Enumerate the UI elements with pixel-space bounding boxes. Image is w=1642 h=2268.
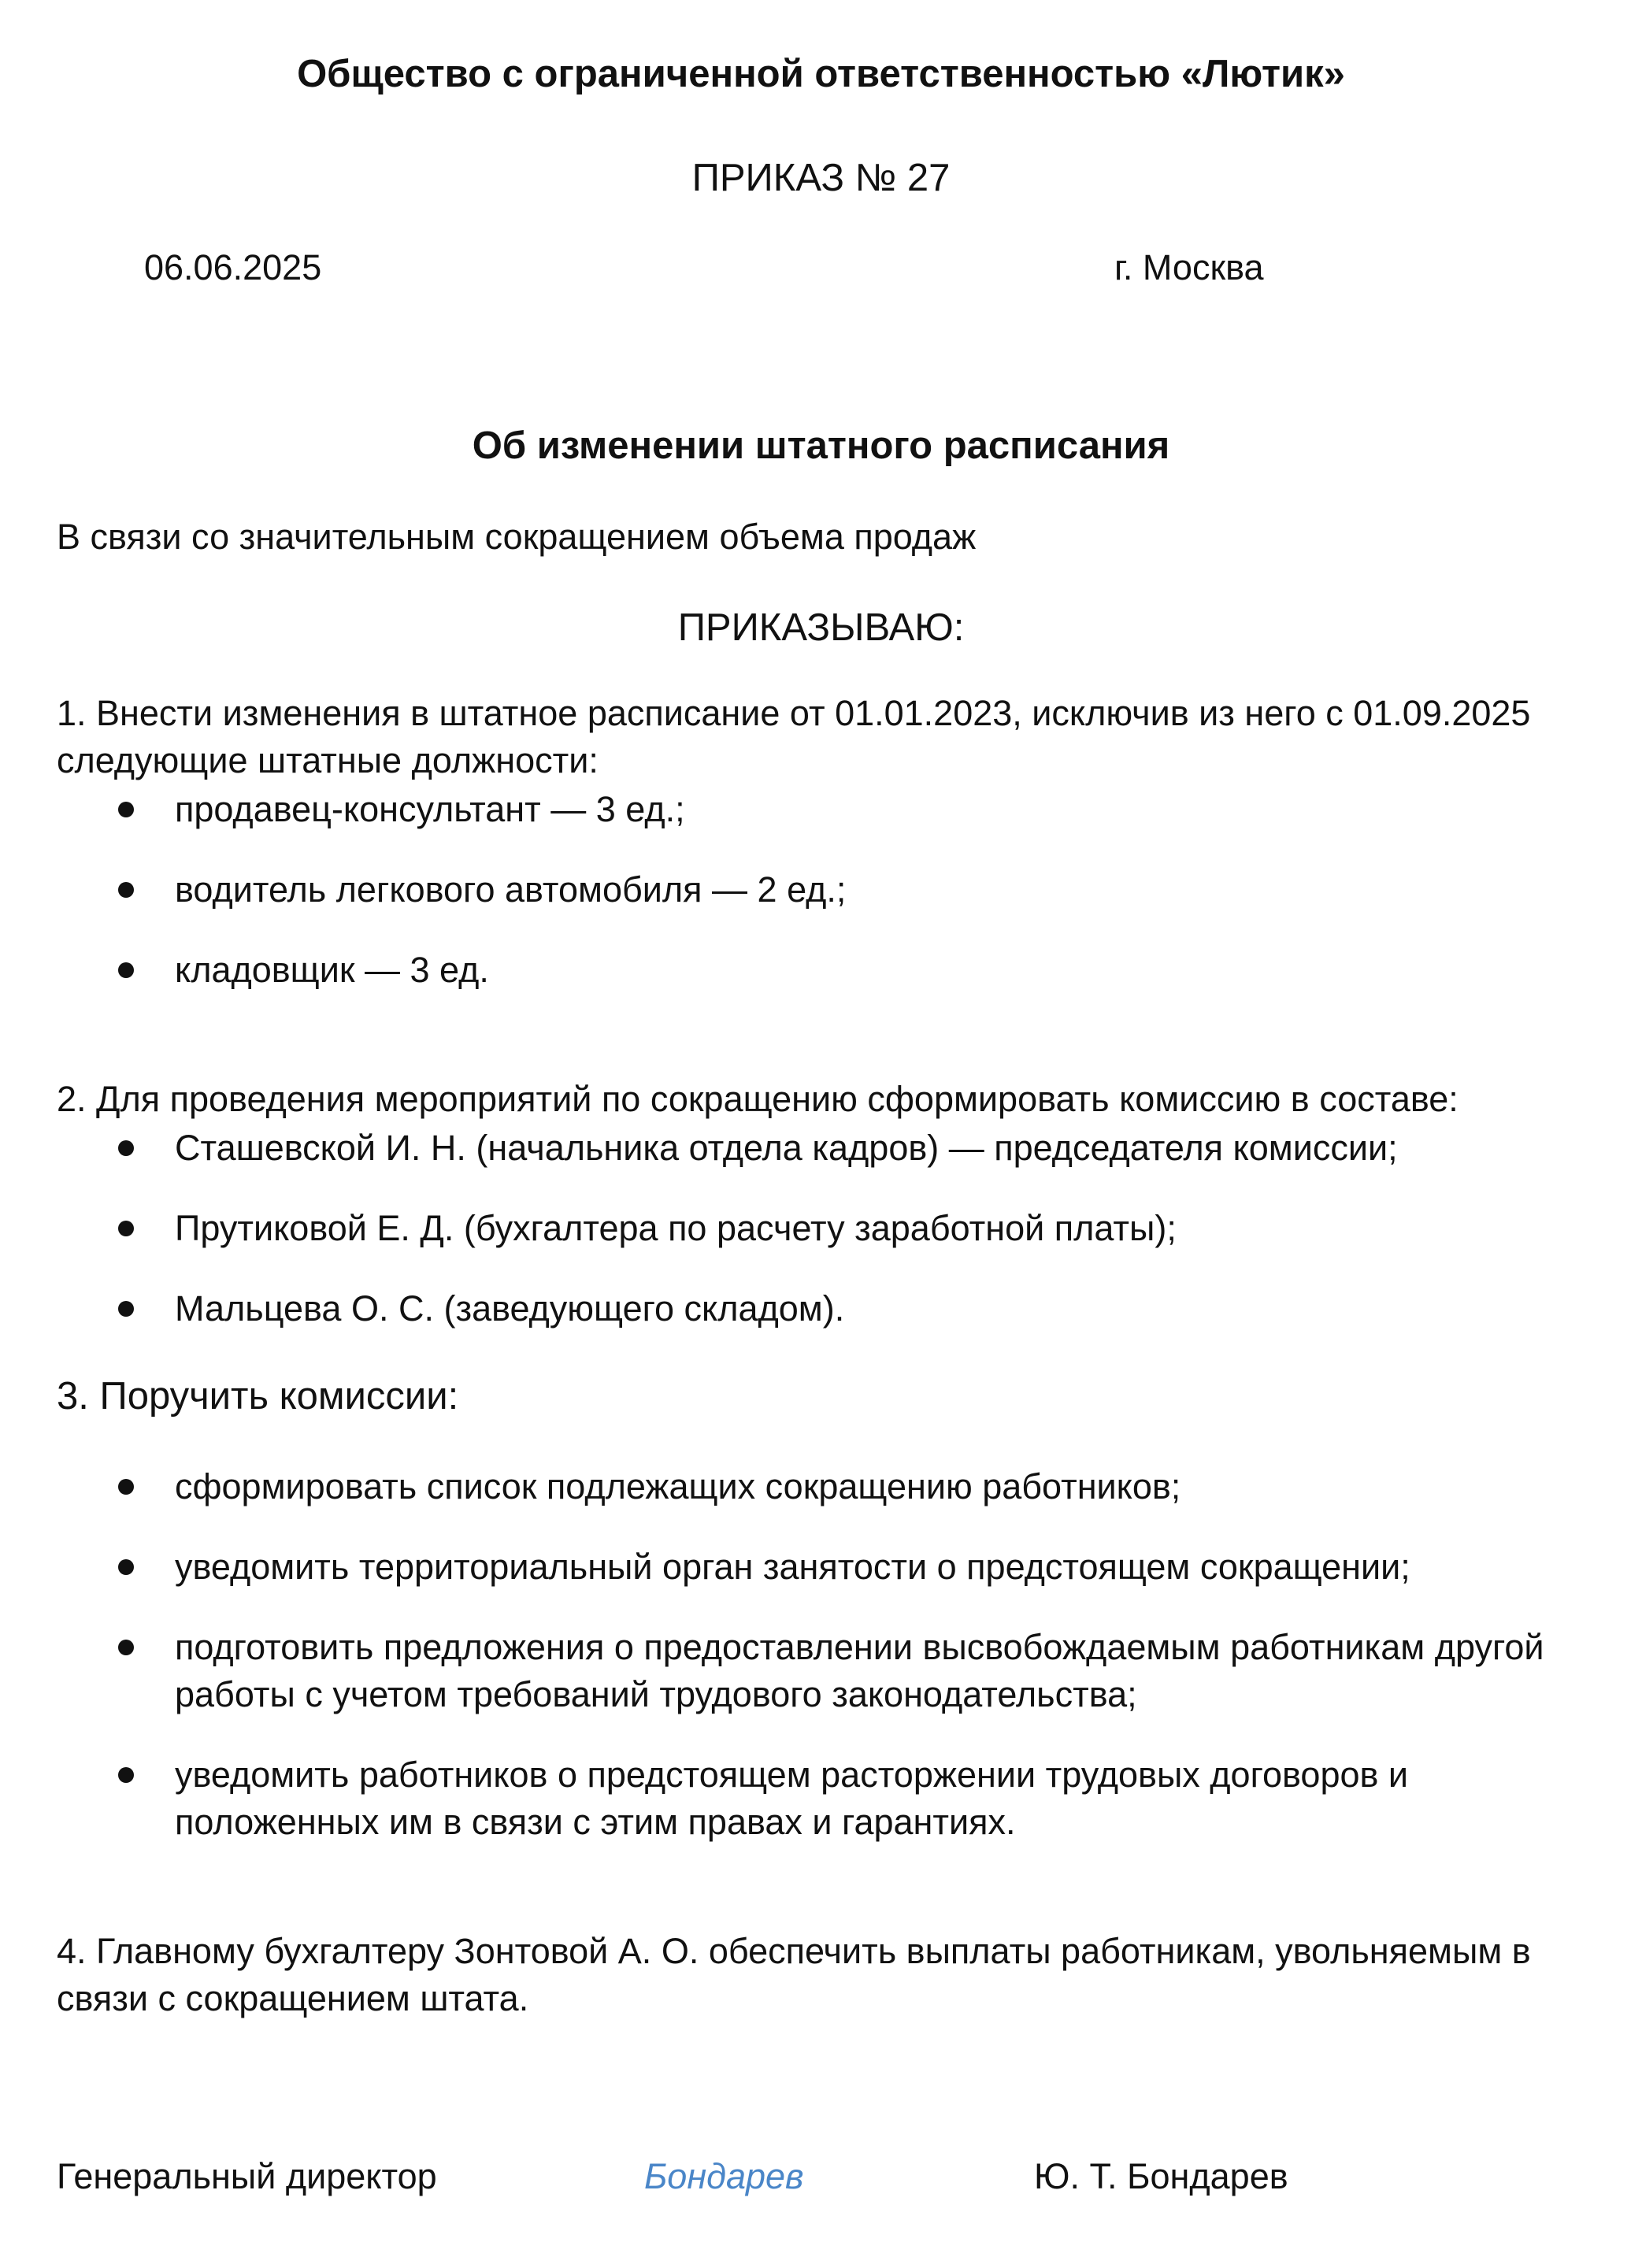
order-date: 06.06.2025 bbox=[144, 247, 322, 287]
list-item-continuation: положенных им в связи с этим правах и гарантиях. bbox=[175, 1802, 1016, 1842]
list-item: Сташевской И. Н. (начальника отдела кадров) — председателя комиссии; bbox=[175, 1128, 1398, 1168]
item-1-line-2: следующие штатные должности: bbox=[57, 740, 599, 780]
signatory-name: Ю. Т. Бондарев bbox=[1034, 2156, 1288, 2196]
order-city: г. Москва bbox=[1114, 247, 1264, 287]
bullet-icon bbox=[118, 1559, 134, 1575]
bullet-icon bbox=[118, 1140, 134, 1156]
list-item: уведомить территориальный орган занятости о предстоящем сокращении; bbox=[175, 1547, 1410, 1587]
list-item: Прутиковой Е. Д. (бухгалтера по расчету заработной платы); bbox=[175, 1208, 1177, 1248]
list-item: подготовить предложения о предоставлении высвобождаемым работникам другой bbox=[175, 1627, 1544, 1667]
bullet-icon bbox=[118, 802, 134, 817]
bullet-icon bbox=[118, 1301, 134, 1317]
order-subject: Об изменении штатного расписания bbox=[472, 424, 1170, 467]
list-item-continuation: работы с учетом требований трудового законодательства; bbox=[175, 1674, 1137, 1714]
organization-name: Общество с ограниченной ответственностью «Лютик» bbox=[297, 53, 1345, 95]
item-1-line-1: 1. Внести изменения в штатное расписание от 01.01.2023, исключив из него с 01.09.2025 bbox=[57, 693, 1531, 733]
signature: Бондарев bbox=[644, 2156, 804, 2196]
list-item: Мальцева О. С. (заведующего складом). bbox=[175, 1288, 845, 1329]
item-3-line-1: 3. Поручить комиссии: bbox=[57, 1375, 459, 1418]
list-item: кладовщик — 3 ед. bbox=[175, 950, 489, 990]
order-word: ПРИКАЗЫВАЮ: bbox=[677, 606, 965, 649]
list-item: уведомить работников о предстоящем расторжении трудовых договоров и bbox=[175, 1755, 1409, 1795]
list-item: водитель легкового автомобиля — 2 ед.; bbox=[175, 869, 847, 910]
item-2-line-1: 2. Для проведения мероприятий по сокращению сформировать комиссию в составе: bbox=[57, 1079, 1459, 1119]
item-4-line-2: связи с сокращением штата. bbox=[57, 1978, 529, 2018]
bullet-icon bbox=[118, 1479, 134, 1495]
bullet-icon bbox=[118, 962, 134, 978]
preamble: В связи со значительным сокращением объема продаж bbox=[57, 517, 977, 557]
signatory-position: Генеральный директор bbox=[57, 2156, 437, 2196]
list-item: сформировать список подлежащих сокращению работников; bbox=[175, 1466, 1181, 1506]
list-item: продавец-консультант — 3 ед.; bbox=[175, 789, 685, 829]
bullet-icon bbox=[118, 1221, 134, 1236]
bullet-icon bbox=[118, 1767, 134, 1783]
bullet-icon bbox=[118, 1640, 134, 1655]
order-number: ПРИКАЗ № 27 bbox=[691, 157, 951, 199]
bullet-icon bbox=[118, 882, 134, 898]
item-4-line-1: 4. Главному бухгалтеру Зонтовой А. О. обеспечить выплаты работникам, увольняемым в bbox=[57, 1931, 1531, 1971]
